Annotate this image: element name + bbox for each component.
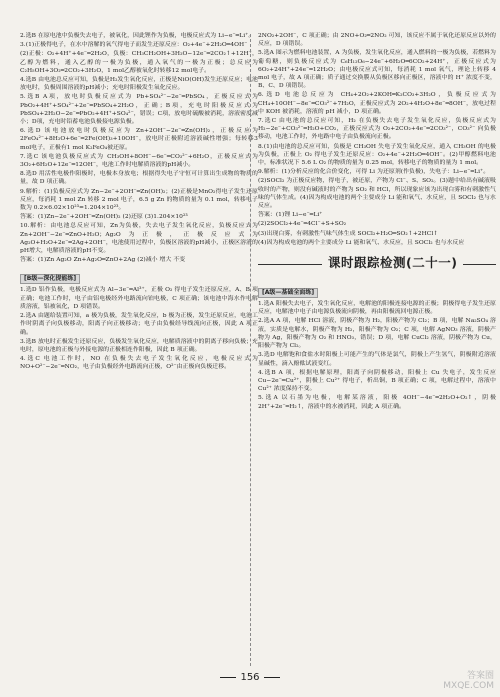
right-paragraph: 8.(1)由电池的总反应可知，负极是 CH₃OH 失电子发生氧化反应，通入 CH₃OH 的电极为负极，正极上 O₂ 得电子发生还原反应：O₂+4e⁻+2H₂O═4OH⁻。(2)甲醇燃料电池中，标准状况下 5.6 L O₂ 的物质的量为 0.25 mol，转移电子的物质的量为 1 mol。 — [258, 143, 496, 167]
right-answer: (4)因为构成电池的两个主要成分 Li 能和氧气、水反应，且 SOCl₂ 也与水反应 — [258, 239, 465, 246]
left-b-paragraph: 1.选D 铝作负极，电极反应式为 Al−3e⁻═Al³⁺，正极 O₂ 得电子发生还原反应，A、B 项正确；电池工作时，电子由铝电极经外电路流向铂电极，C 项正确；该电池中海水作电解质溶液，铝被氧化，D 项错误。 — [20, 287, 258, 310]
right-paragraph: 2NO₂+2OH⁻，C 项正确；由 2NO+O₂═2NO₂ 可知，该反应不属于氧化还原反应以外的反应，D 项错误。 — [258, 33, 496, 48]
left-b-paragraph: 2.选A 由题给装置可知，a 极为负极，发生氧化反应，b 极为正极，发生还原反应，电池工作时阴离子向负极移动，阳离子向正极移动；电子由负极经导线流向正极，因此 A 项正确。 — [20, 313, 258, 336]
left-paragraph: 6.选D 该电池放电时负极反应为 Zn+2OH⁻−2e⁻═Zn(OH)₂，正极反应为 2FeO₄²⁻+8H₂O+6e⁻═2Fe(OH)₃+10OH⁻，放电时正极附近溶液碱性增强；每转移3 mol电子，正极有1 mol K₂FeO₄被还原。 — [20, 128, 258, 151]
section-title: 课时跟踪检测(二十一) — [322, 253, 463, 271]
left-paragraph: 5.选B A项，放电时负极反应式为 Pb+SO₄²⁻−2e⁻═PbSO₄，正极反应式为 PbO₂+4H⁺+SO₄²⁻+2e⁻═PbSO₄+2H₂O，正确；B项，充电时阳极反应式为 PbSO₄+2H₂O−2e⁻═PbO₂+4H⁺+SO₄²⁻，错误；C项，放电时硫酸被消耗，溶液密度减小；D项，充电时铅蓄电池负极接电源负极。 — [20, 94, 258, 126]
left-b-paragraph: 3.选B 放电时正极发生还原反应，负极发生氧化反应，电解质溶液中的阴离子移向负极；充电时，原电池的正极与外接电源的正极相连作阳极，因此 B 项正确。 — [20, 338, 258, 353]
right-column — [258, 32, 496, 412]
right-answer: (3)出现白雾，有刺激性气味气体生成 SOCl₂+H₂O═SO₂↑+2HCl↑ — [258, 230, 439, 237]
level-b-tag: [B级—深化提能练] — [20, 274, 80, 284]
left-paragraph: 8.选D 用活性电极作阳极时，电极本身放电；根据得失电子守恒可计算出生成物的物质的量，故 D 项正确。 — [20, 171, 258, 186]
site-watermark: 答案圈 MXQE.COM — [443, 671, 494, 691]
left-answer: 答案：(1)Zn Ag₂O Zn+Ag₂O═ZnO+2Ag (2)减小 增大 不变 — [20, 257, 186, 264]
right-paragraph: (2)SOCl₂ 为正极反应物，得电子，被还原，产物为 Cl⁻、S、SO₂。(3)题中给出有碱液吸收时的产物，则没有碱液时的产物为 SO₂ 和 HCl，所以现象应该为出现白雾和有刺激性气味的气体生成。(4)因为构成电池的两个主要成分 Li 能和氧气、水反应，且 SOCl₂ 也与水反应。 — [258, 178, 496, 210]
section-heading — [258, 253, 496, 275]
right-paragraph: 5.选A 图示为燃料电池装置，A 为负极，发生氧化反应，通入燃料的一极为负极，若燃料为葡萄糖，则负极反应式为 C₆H₁₂O₆−24e⁻+6H₂O═6CO₂+24H⁺，正极反应式为 6O₂+24H⁺+24e⁻═12H₂O；由电极反应式可知，每消耗 1 mol 氧气，理论上转移 4 mol 电子，故 A 项正确；质子通过交换膜从负极区移向正极区，溶液中的 H⁺ 浓度不变，B、C、D 项错误。 — [258, 50, 496, 90]
right-paragraph: 7.选C 由电池的总反应可知，H₂ 在负极失去电子发生氧化反应，负极反应式为 H₂−2e⁻+CO₃²⁻═H₂O+CO₂，正极反应式为 O₂+2CO₂+4e⁻═2CO₃²⁻，CO₃²⁻ 向负极移动，电池工作时，外电路中电子由负极流向正极。 — [258, 118, 496, 141]
left-paragraph: 9.解析：(1)负极反应式为 Zn−2e⁻+2OH⁻═Zn(OH)₂；(2)正极是MnO₂得电子发生还原反应，每消耗 1 mol Zn 转移 2 mol 电子，6.5 g Zn 的物质的量为 0.1 mol，转移电子数为 0.2×6.02×10²³=1.204×10²³。 — [20, 188, 258, 212]
left-paragraph: 2.选B 在原电池中负极失去电子，被氧化，因此锂作为负极，电极反应式为 Li−e⁻═Li⁺。 — [20, 33, 255, 39]
page-number-dash-right — [264, 677, 280, 678]
left-paragraph: 7.选C 该电池负极反应式为 CH₃OH+8OH⁻−6e⁻═CO₃²⁻+6H₂O，正极反应式为 3O₂+6H₂O+12e⁻═12OH⁻，电池工作时电解质溶液的pH减小。 — [20, 153, 258, 169]
right-answer: (2)2SOCl₂+4e⁻═4Cl⁻+S+SO₂ — [258, 221, 347, 228]
left-column — [20, 32, 258, 373]
level-a-tag: [A级—基础全面练] — [258, 288, 318, 298]
right-a-paragraph: 3.选D 电解饱和食盐水时阳极上可能产生的气体是氯气，阴极上产生氢气，阴极附近溶液显碱性，滴入酚酞试液变红。 — [258, 352, 496, 367]
right-a-paragraph: 4.选B A 项，根据电解原理，阳离子向阴极移动，阳极上 Cu 失电子，发生反应 Cu−2e⁻═Cu²⁺，阴极上 Cu²⁺ 得电子，析出铜，B 项正确；C 项，电解过程中，溶液中 Cu²⁺ 浓度保持不变。 — [258, 369, 496, 393]
left-paragraph: 10.解析：由电池总反应可知，Zn为负极，失去电子发生氧化反应，负极反应式为 Zn+2OH⁻−2e⁻═ZnO+H₂O；Ag₂O为正极，正极反应式为 Ag₂O+H₂O+2e⁻═2Ag+2OH⁻，电池使用过程中，负极区溶液的pH减小，正极区溶液的pH增大，电解质溶液的pH不变。 — [20, 223, 258, 255]
right-a-paragraph: 5.选A 以石墨为电极，电解某溶液，阳极 4OH⁻−4e⁻═2H₂O+O₂↑，阴极 2H⁺+2e⁻═H₂↑，溶液中的水被消耗，因此 A 项正确。 — [258, 395, 496, 410]
right-answer: 答案：(1)锂 Li−e⁻═Li⁺ — [258, 212, 323, 219]
page-number — [0, 672, 500, 683]
left-paragraph: 3.(1)正极得电子，在水中溶解的氧气得电子而发生还原反应：O₂+4e⁻+2H₂O═4OH⁻ — [20, 42, 248, 49]
right-a-paragraph: 2.选A A 项，电解 HCl 溶液，阴极产物为 H₂，阳极产物为 Cl₂；B 项，电解 Na₂SO₄ 溶液，实质是电解水，阴极产物为 H₂，阳极产物为 O₂；C 项，电解 AgNO₃ 溶液，阴极产物为 Ag，阳极产物为 O₂ 和 HNO₃，错误；D 项，电解 CuCl₂ 溶液，阴极产物为 Cu，阳极产物为 Cl₂。 — [258, 318, 496, 350]
right-paragraph: 9.解析：(1)分析反应的化合价变化，可得 Li 为还原剂(作负极)，失电子：Li−e⁻═Li⁺。 — [258, 169, 490, 176]
column-divider — [250, 34, 251, 666]
left-answer: 答案：(1)Zn−2e⁻+2OH⁻═Zn(OH)₂ (2)还原 (3)1.204×10²³ — [20, 214, 188, 221]
right-a-paragraph: 1.选A 阳极失去电子，发生氧化反应，电解池的阳极连接电源的正极；阴极得电子发生还原反应，电解池中电子由电源负极流向阴极，再由阳极流回电源正极。 — [258, 301, 496, 316]
page-number-dash-left — [220, 677, 236, 678]
left-b-paragraph: 4.选C 电池工作时，NO 在负极失去电子发生氧化反应，电极反应式为 NO+O²⁻−2e⁻═NO₂，电子由负极经外电路流向正极，O²⁻由正极向负极迁移。 — [20, 356, 258, 371]
page-number-text: 156 — [240, 672, 260, 683]
left-paragraph: 4.选B 由电池总反应可知，负极是H₂发生氧化反应，正极是NiO(OH)发生还原反应；电池放电时，负极周围溶液的pH减小；充电时阳极发生氧化反应。 — [20, 77, 258, 92]
right-paragraph: 6.选D 电池总反应为 CH₄+2O₂+2KOH═K₂CO₃+3H₂O，负极反应式为 CH₄+10OH⁻−8e⁻═CO₃²⁻+7H₂O，正极反应式为 2O₂+4H₂O+8e⁻═8OH⁻，放电过程中 KOH 被消耗，溶液的 pH 减小，D 项正确。 — [258, 92, 496, 115]
left-paragraph: (2)正极：O₂+4H⁺+4e⁻═2H₂O，负极：CH₃CH₂OH+3H₂O−12e⁻═2CO₂↑+12H⁺，乙醇为燃料，通入乙醇的一极为负极，通入氧气的一极为正极；总反应为 C₂H₅OH+3O₂═2CO₂+3H₂O，1 mol乙醇被氧化时转移12 mol电子。 — [20, 51, 258, 74]
